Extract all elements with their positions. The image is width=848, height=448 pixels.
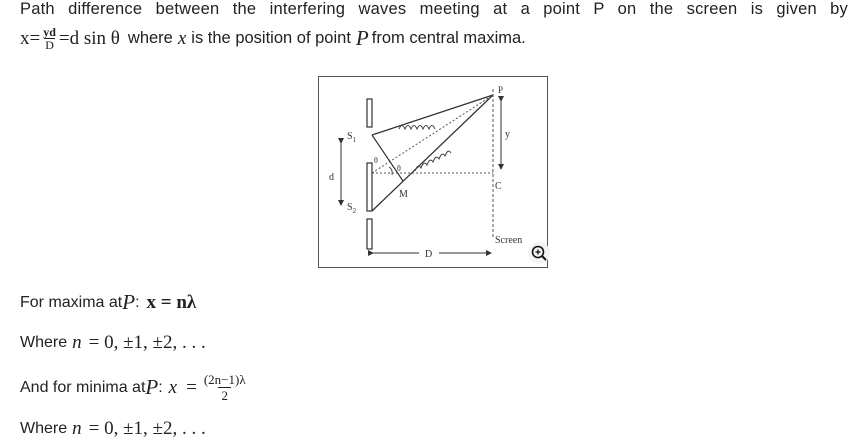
minima-x: x: [168, 376, 178, 398]
ydse-diagram: [318, 76, 548, 268]
var-P: P: [355, 26, 369, 50]
minima-denominator: 2: [218, 387, 231, 403]
ray-s2-p: [372, 95, 493, 211]
angle-arc: [389, 167, 392, 175]
where-prefix-2: Where: [20, 420, 68, 437]
zoom-in-button[interactable]: [528, 242, 550, 264]
intro-line-1: Path difference between the interfering waves meeting at a point P on the screen is given by: [20, 0, 848, 18]
where-expression-2: = 0, ±1, ±2, . . .: [88, 418, 206, 439]
maxima-point-p: P: [122, 290, 136, 314]
where-n-2: n: [72, 418, 82, 439]
fraction-denominator: D: [45, 38, 54, 52]
intro-line-2: [20, 26, 526, 51]
minima-condition: [20, 372, 249, 403]
label-y: y: [505, 129, 510, 140]
maxima-expression: x = nλ: [146, 291, 197, 313]
label-s2: $S_2$: [347, 202, 357, 215]
barrier-middle: [367, 163, 372, 211]
barrier-top: [367, 99, 372, 127]
label-theta-2: θ: [397, 164, 401, 173]
label-d-distance: D: [425, 249, 433, 260]
minima-numerator: (2n−1)λ: [203, 372, 246, 387]
maxima-colon: :: [135, 293, 140, 311]
maxima-prefix: For maxima at: [20, 293, 123, 311]
minima-point-p: P: [145, 375, 159, 399]
zoom-in-icon: [528, 242, 550, 264]
barrier-bottom: [367, 219, 372, 249]
label-d: d: [329, 172, 334, 183]
label-s1: $S_1$: [347, 131, 357, 144]
minima-equals: =: [186, 376, 197, 398]
minima-colon: :: [158, 378, 163, 396]
where-line-2: [20, 418, 206, 440]
ydse-diagram-svg: [319, 77, 549, 269]
label-c: C: [495, 181, 502, 192]
mid-text: is the position of point: [191, 29, 351, 47]
var-x: x: [177, 27, 187, 49]
wave-lower: [415, 151, 451, 171]
wave-upper: [399, 126, 435, 130]
end-text: from central maxima.: [371, 29, 526, 47]
where-prefix-1: Where: [20, 334, 68, 351]
label-m: M: [399, 189, 408, 200]
dsin-theta: =d sin θ: [58, 27, 120, 49]
fraction-yd-over-d: [42, 26, 57, 51]
equals-sign: =: [29, 27, 41, 49]
label-screen: Screen: [495, 235, 523, 246]
where-expression-1: = 0, ±1, ±2, . . .: [88, 332, 206, 353]
minima-fraction: [201, 372, 249, 403]
label-theta-1: θ: [374, 156, 378, 165]
minima-prefix: And for minima at: [20, 378, 146, 396]
where-n-1: n: [72, 332, 82, 353]
label-p: P: [498, 85, 504, 95]
fraction-numerator: yd: [43, 25, 56, 39]
where-text: where: [127, 29, 173, 47]
var-x-upright: x: [20, 27, 30, 49]
maxima-condition: [20, 290, 196, 315]
ray-s1-p: [372, 95, 493, 135]
where-line-1: [20, 332, 206, 354]
